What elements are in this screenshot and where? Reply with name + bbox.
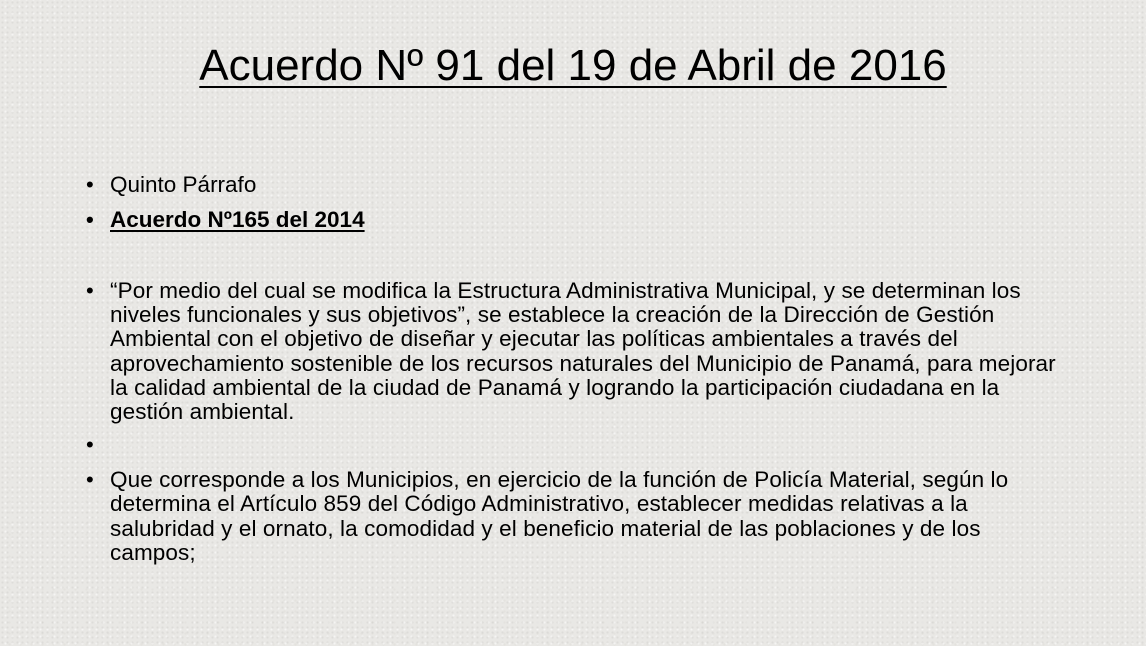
bullet-item-empty <box>86 432 1066 458</box>
bullet-text: Acuerdo Nº165 del 2014 <box>110 207 365 232</box>
slide-title <box>0 36 1146 96</box>
bullet-item <box>86 468 1066 565</box>
bullet-list <box>86 172 1066 565</box>
bullet-text: Que corresponde a los Municipios, en ejercicio de la función de Policía Material, según lo determina el Artículo 859 del Código Administrativo, establecer medidas relativas a la salubridad y el ornato, la comodidad y el beneficio material de las poblaciones y de los campos; <box>110 467 1009 565</box>
bullet-item <box>86 207 1066 233</box>
bullet-text: Quinto Párrafo <box>110 172 257 197</box>
slide-title-text: Acuerdo Nº 91 del 19 de Abril de 2016 <box>199 41 947 90</box>
bullet-text: “Por medio del cual se modifica la Estructura Administrativa Municipal, y se determinan los niveles funcionales y sus objetivos”, se establece la creación de la Dirección de Gestión Ambiental con el objetivo de diseñar y ejecutar las políticas ambientales a través del aprovechamiento sostenible de los recursos naturales del Municipio de Panamá, para mejorar la calidad ambiental de la ciudad de Panamá y logrando la participación ciudadana en la gestión ambiental. <box>110 278 1056 425</box>
bullet-item <box>86 172 1066 198</box>
bullet-item <box>86 279 1066 424</box>
